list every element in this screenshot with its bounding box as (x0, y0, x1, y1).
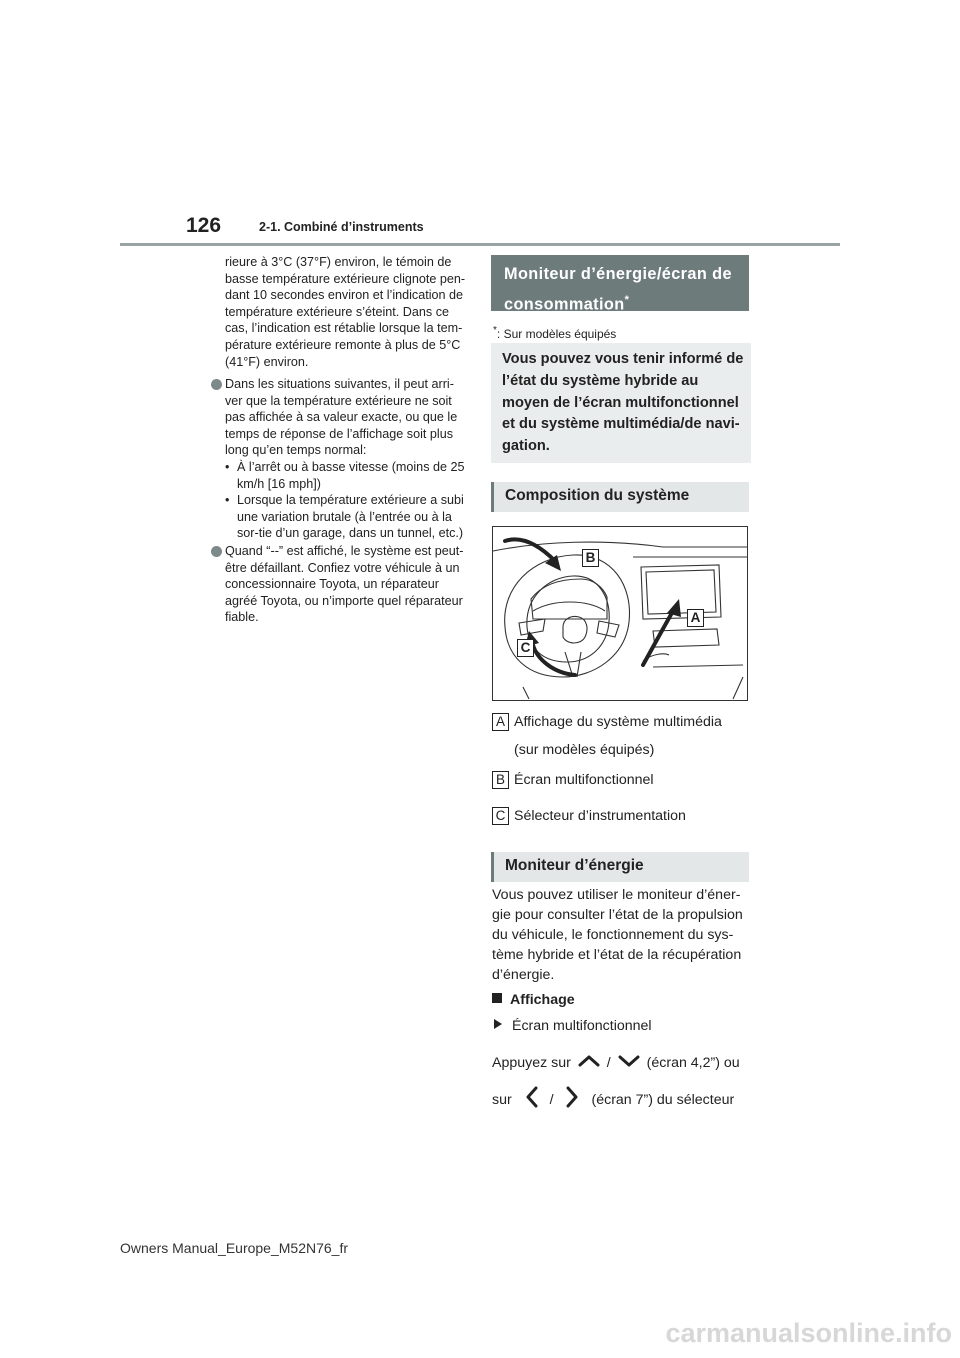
continuation-paragraph: rieure à 3°C (37°F) environ, le témoin de basse température extérieure clignote pen-dant 10 secondes environ et l’indication de température extérieure s’éteint. Dans ce cas, l’indication est rétablie lorsque la tem-pérature extérieure remonte à plus de 5°C (41°F) environ. (225, 255, 466, 369)
bullet-text: Dans les situations suivantes, il peut arri-ver que la température extérieure ne soit pas affichée à sa valeur exacte, ou que le temps de réponse de l’affichage soit plus long qu’en temps normal: (225, 377, 458, 458)
display-label: Affichage (510, 992, 575, 1008)
screen42-text: (écran 4,2”) ou (646, 1055, 740, 1071)
bullet-dot-icon (211, 379, 222, 390)
legend-item-c (492, 806, 754, 826)
page-number: 126 (186, 214, 222, 237)
legend-text-c: Sélecteur d’instrumentation (514, 808, 686, 824)
press-text: Appuyez sur (492, 1055, 571, 1071)
chevron-up-icon (578, 1054, 600, 1068)
screen-label: Écran multifonctionnel (512, 1018, 652, 1034)
header-rule (120, 243, 840, 246)
heading-asterisk: * (624, 294, 630, 306)
chevron-right-icon (564, 1086, 580, 1108)
display-subheading (492, 992, 575, 1008)
sub-item-low-speed (225, 459, 471, 492)
sub-item-temperature-change (225, 492, 471, 542)
bullet-text: Quand “--” est affiché, le système est peut-être défaillant. Confiez votre véhicule à un concessionnaire Toyota, un réparateur agréé Toyota, ou n’importe quel réparateur fiable. (225, 544, 464, 625)
watermark: carmanualsonline.info (665, 1318, 952, 1348)
composition-heading-text: Composition du système (505, 487, 690, 504)
intro-box (491, 343, 751, 463)
dashboard-illustration (492, 526, 748, 701)
legend-item-b (492, 770, 754, 790)
sub-item-marker: • (225, 493, 230, 508)
footnote-asterisk: * (493, 325, 497, 336)
square-bullet-icon (492, 993, 502, 1003)
instruction-line-2 (492, 1086, 734, 1108)
energy-consumption-heading (491, 255, 749, 314)
figure-label-c: C (517, 639, 534, 657)
sub-item-marker: • (225, 459, 230, 474)
footnote-text: : Sur modèles équipés (496, 327, 617, 341)
chevron-down-icon (618, 1054, 640, 1068)
dashboard-drawing (493, 527, 747, 700)
footnote (493, 325, 616, 341)
legend-subtext-a: (sur modèles équipés) (514, 742, 655, 758)
energy-monitor-heading (491, 852, 749, 882)
document-footer: Owners Manual_Europe_M52N76_fr (120, 1240, 349, 1256)
slash-text: / (549, 1092, 554, 1108)
legend-letter-a: A (492, 713, 509, 731)
composition-heading (491, 482, 749, 512)
figure-label-b: B (582, 549, 599, 567)
heading-text: Moniteur d’énergie/écran de consommation (504, 265, 732, 314)
legend-text-a: Affichage du système multimédia (514, 714, 722, 730)
screen-subitem (492, 1018, 652, 1034)
screen7-text: (écran 7”) du sélecteur (591, 1092, 735, 1108)
bullet-malfunction (211, 543, 471, 626)
triangle-bullet-icon (494, 1019, 502, 1029)
sur-text: sur (492, 1092, 512, 1108)
legend-text-b: Écran multifonctionnel (514, 772, 654, 788)
figure-label-a: A (687, 609, 704, 627)
slash-text: / (606, 1055, 611, 1071)
legend-letter-b: B (492, 771, 509, 789)
bullet-dot-icon (211, 546, 222, 557)
bullet-temperature-conditions (211, 376, 471, 542)
legend-letter-c: C (492, 807, 509, 825)
chevron-left-icon (524, 1086, 540, 1108)
instruction-line-1 (492, 1054, 740, 1071)
sub-item-text: Lorsque la température extérieure a subi une variation brutale (à l’entrée ou à la sor-tie d’un garage, dans un tunnel, etc.) (237, 493, 464, 541)
energy-monitor-paragraph: Vous pouvez utiliser le moniteur d’éner-gie pour consulter l’état de la propulsion du véhicule, le fonctionnement du sys-tème hybride et l’état de la récupération d’énergie. (492, 887, 743, 983)
legend-item-a (492, 712, 754, 760)
intro-text: Vous pouvez vous tenir informé de l’état du système hybride au moyen de l’écran multifonctionnel et du système multimédia/de navi-gation. (502, 351, 744, 455)
section-title: 2-1. Combiné d’instruments (259, 220, 424, 234)
energy-monitor-heading-text: Moniteur d’énergie (505, 857, 644, 874)
sub-item-text: À l’arrêt ou à basse vitesse (moins de 25 km/h [16 mph]) (237, 459, 465, 491)
